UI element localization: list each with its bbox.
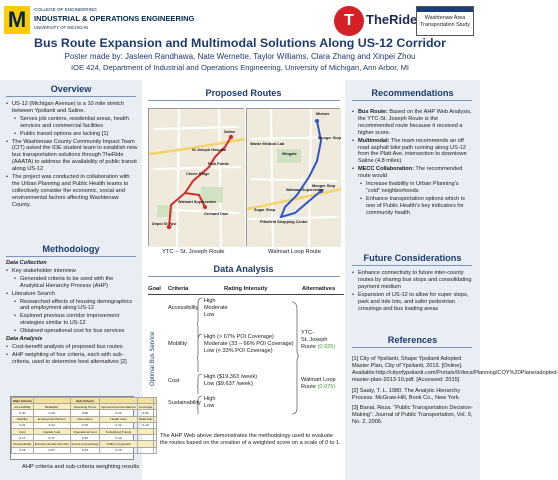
ahp-cell: Traffic Congestion (100, 441, 138, 447)
alt1-line1: YTC- (301, 330, 315, 336)
wats-logo (416, 6, 474, 36)
map-place-label: Munger Stop (312, 184, 336, 188)
ahp-cell: 0.19 (137, 422, 153, 428)
map-place-label: Sugar Shop (254, 208, 276, 212)
ahp-cell: Ridership (139, 417, 153, 422)
methodology-rule (6, 256, 136, 257)
criteria-cost: Cost (168, 377, 180, 384)
ahp-cell: 0.23 (70, 447, 100, 453)
ahp-cell: 0.30 (12, 410, 34, 416)
ahp-cell: Environmentally Friendly (34, 441, 69, 446)
map-walmart-caption: Walmart Loop Route (268, 249, 321, 255)
alt1-line2: St. Joseph (301, 337, 328, 343)
data-collection-label: Data Collection (6, 260, 47, 266)
poster-title: Bus Route Expansion and Multimodal Solutions Along US-12 Corridor (34, 36, 446, 50)
reference-item: [1] City of Ypsilanti, Shape Ypsilanti Adopted Master Plan, City of Ypsilanti, 2013. [Online]. Available:http://cityofypsilanti.com/Portals/0/docs/Planning/COY%20Plans/adopted-master-plan-2013-10.pdf. [Accessed: 2015] (352, 356, 558, 383)
recommendations-body (352, 109, 474, 218)
ahp-cell: Cost (12, 428, 34, 434)
routes-rule (148, 100, 340, 101)
rec-label: Bus Route: (358, 109, 388, 115)
alt1-score: (0.925) (317, 344, 336, 350)
map-place-label: Mixture (316, 112, 330, 116)
ahp-cell: 0.19 (100, 435, 138, 441)
rating-level: Moderate (33 – 66% POI Coverage) (204, 341, 294, 347)
goal-label: Optimal Bus Service (150, 331, 156, 386)
method-bullet: • Literature Search (6, 291, 138, 298)
ahp-cell: Sustainability (13, 441, 32, 446)
recommendations-rule (352, 100, 472, 101)
ahp-cell: Reliability (33, 404, 70, 410)
map-walmart-loop (246, 108, 340, 246)
rec-sub-bullet: • Increase livability in Urban Planning’s “cold” neighborhoods (352, 181, 474, 195)
ahp-cell (154, 447, 157, 453)
criteria-mobility: Mobility (168, 341, 187, 347)
method-sub-bullet: • Obtained operational cost for bus services (6, 328, 138, 335)
criteria-accessibility: Accessibility (168, 305, 199, 311)
alternatives-brace-icon (291, 300, 299, 416)
analysis-rule (148, 276, 340, 277)
overview-rule (6, 96, 136, 97)
alt2-line2 (301, 384, 335, 391)
poster-authors: Poster made by: Jasleen Randhawa, Nate Wernette, Taylor Williams, Clara Zhang and Xinpei Zhou (64, 52, 416, 61)
method-sub-bullet: • Researched effects of housing demographics and employment along US-12 (6, 299, 138, 313)
map-place-label: Pittsfield Shopping Center (260, 220, 308, 224)
wats-text: Washtenaw Area Transportation Study (420, 15, 470, 28)
rating-level: High ($19,363 /week) (204, 374, 258, 380)
ahp-cell: Accessibility (12, 404, 34, 410)
col-criteria: Criteria (168, 286, 189, 292)
map-ytc-caption: YTC – St. Joseph Route (162, 249, 225, 255)
rec-bullet (352, 138, 474, 166)
overview-bullet: • US-12 (Michigan Avenue) is a 10 mile stretch between Ypsilanti and Saline. (6, 101, 138, 115)
ahp-cell: 0.12 (100, 410, 138, 416)
ahp-cell: Future Connectivity (71, 441, 99, 446)
ahp-cell: Recreation (70, 416, 100, 422)
ahp-cell: Coverage (138, 404, 153, 409)
overview-bullet: • The project was conducted in collaboration with the Urban Planning and Public Health teams to collectively consider the economic, social and environmental factors affecting Washtenaw County. (6, 174, 138, 209)
alt1-word: Route (301, 344, 316, 350)
poster-affiliation: IOE 424, Department of Industrial and Operations Engineering, University of Michigan, Ann Arbor, MI (70, 63, 410, 72)
rating-level: High (204, 396, 216, 402)
ahp-cell: Sub-Criteria (70, 398, 100, 404)
ahp-cell: 0.50 (137, 410, 153, 416)
ahp-cell: Subsidized Transit (100, 428, 138, 434)
ahp-caption: AHP criteria and sub-criteria weighting results (22, 464, 140, 470)
recommendations-heading: Recommendations (371, 88, 454, 98)
ahp-cell: 0.15 (70, 422, 100, 428)
map-place-label: Walmart Supercenter (178, 200, 217, 204)
ahp-cell: 0.17 (12, 435, 34, 441)
overview-heading: Overview (50, 84, 92, 94)
reference-item: [2] Saaty, T. L. 1980. The Analytic Hierarchy Process. McGraw-Hill, Book Co., New York. (352, 387, 461, 401)
criteria-sustainability: Sustainability (168, 399, 201, 406)
map-place-label: Wingate (282, 152, 297, 156)
alt1-line3 (301, 344, 335, 351)
alt2-word: Route (301, 384, 316, 390)
ahp-cell: 0.10 (100, 447, 138, 453)
header-rule (148, 294, 344, 295)
analysis-note: The AHP Web above demonstrates the methodology used to evaluate the routes based on the creation of a weighted score on a scale of 0 to 1. (160, 433, 341, 446)
ahp-cell: 0.35 (70, 435, 100, 441)
ahp-cell: 0.47 (33, 435, 70, 441)
future-bullet: • Enhance connectivity to future inter-county routes by sharing bus stops and consolidating payment medium (352, 270, 474, 291)
reference-item: [3] Banai, Reza. “Public Transportation Decision-Making”. Journal of Public Transportation, Vol. 9, No. 2, 2006. (352, 405, 473, 426)
rating-brace-icon (197, 298, 203, 414)
rating-level: High (> 67% POI Coverage) (204, 334, 274, 340)
map-place-label: Park Pointe (208, 162, 229, 166)
rating-level: High (204, 298, 216, 304)
ahp-cell: Main Criteria (13, 398, 32, 403)
references-body (352, 356, 558, 430)
rec-text: Based on the AHP Web Analysis, the YTC-St. Joseph Route is the recommended route because it received a higher score. (358, 109, 472, 136)
ahp-cell: 0.08 (70, 410, 100, 416)
map-walmart-svg (247, 109, 341, 247)
alt2-score: (0.075) (317, 384, 336, 390)
ahp-table (11, 397, 157, 454)
ahp-cell: 0.22 (12, 422, 34, 428)
map-place-label: Clover Ridge (186, 172, 210, 176)
ahp-cell: Operating Hours (70, 404, 100, 410)
rating-level: Low (< 33% POI Coverage) (204, 348, 273, 354)
theride-text: TheRide (366, 12, 418, 27)
theride-logo (334, 6, 418, 36)
rec-label: MECC Collaboration: (358, 166, 414, 173)
map-place-label: Orchard Care (204, 212, 229, 216)
ahp-cell: 0.67 (33, 447, 70, 453)
rec-bullet (352, 166, 474, 180)
future-body (352, 270, 474, 313)
method-sub-bullet: • Explored previous corridor improvement strategies similar to US-12 (6, 313, 138, 327)
ahp-row (12, 447, 157, 453)
ahp-cell: 0.18 (12, 447, 34, 453)
col-goal: Goal (148, 286, 161, 292)
future-rule (352, 265, 472, 266)
ahp-cell: Special Accommodations (101, 404, 136, 409)
map-place-label: Walmart Supercenter (286, 188, 325, 192)
ahp-cell: Health Care (100, 416, 138, 422)
references-heading: References (387, 335, 438, 345)
methodology-heading: Methodology (42, 244, 100, 254)
rec-text: The team recommends an off road asphalt bike path running along US-12 from the Platt Ave. intersection to downtown Saline (4.8 miles) (358, 137, 467, 165)
block-m-icon: M (4, 6, 30, 34)
logo-college: COLLEGE OF ENGINEERING (34, 7, 97, 12)
ahp-weighting-table (10, 396, 153, 460)
ahp-cell (137, 447, 153, 453)
overview-bullet: • The Washtenaw County Community Impact Team (CIT) asked the IOE student team to establish new bus transportation solutions through TheRide (AAATA) to address the availability of public transit along US-12 (6, 139, 138, 174)
future-heading: Future Considerations (363, 253, 462, 263)
rating-level: Low (204, 403, 215, 409)
rec-label: Multimodal: (358, 137, 390, 144)
ahp-cell: 0.29 (33, 410, 70, 416)
ahp-cell: Employment/School (33, 416, 70, 422)
umich-logo (4, 6, 195, 34)
map-place-label: Saline (224, 130, 236, 134)
map-place-label: Warde Medical Lab (250, 142, 285, 146)
overview-sub-bullet: • Public transit options are lacking [1] (6, 131, 138, 138)
overview-sub-bullet: • Serves job centers, residential areas, health services and commercial facilities (6, 116, 138, 130)
overview-body (6, 101, 138, 210)
ahp-cell: 0.22 (100, 422, 138, 428)
map-place-label: St Joseph Hospital (192, 148, 227, 152)
ahp-cell: Operational Cost (70, 428, 100, 434)
methodology-body (6, 259, 138, 367)
ahp-cell: Capital Cost (33, 428, 70, 434)
map-place-label: Depot St Ypsi (152, 222, 177, 226)
method-bullet: • Key stakeholder interview (6, 268, 138, 275)
theride-icon: T (334, 6, 364, 36)
method-bullet: • AHP weighting of four criteria, each with sub-criteria, used to determine best alternatives [2] (6, 352, 138, 366)
col-rating: Rating Intensity (224, 286, 268, 292)
logo-department: INDUSTRIAL & OPERATIONS ENGINEERING (34, 14, 195, 23)
rec-sub-bullet: • Enhance transportation options which is one of Public Health’s key indicators for community health (352, 196, 474, 217)
future-bullet: • Expansion of US-12 to allow for super stops, park and ride lots, and safer pedestrian crossings and bus loading areas (352, 292, 474, 313)
method-sub-bullet: • Generated criteria to be used with the Analytical Hierarchy Process (AHP) (6, 276, 138, 290)
col-alternatives: Alternatives (302, 286, 336, 292)
references-rule (352, 347, 472, 348)
ahp-cell: 0.44 (33, 422, 70, 428)
logo-university: UNIVERSITY OF MICHIGAN (34, 25, 89, 30)
rating-level: Low (204, 312, 215, 318)
rec-text: The recommended route would (358, 166, 463, 180)
data-analysis-label: Data Analysis (6, 336, 43, 343)
map-place-label: Munger Stop (318, 136, 342, 140)
routes-heading: Proposed Routes (205, 88, 282, 98)
method-bullet: • Cost-benefit analysis of proposed bus routes (6, 344, 138, 351)
ahp-cell: Mobility (12, 416, 34, 422)
rating-level: Moderate (204, 305, 228, 311)
rating-level: Low ($9,637 /week) (204, 381, 253, 387)
analysis-heading: Data Analysis (213, 264, 274, 274)
alt2-line1: Walmart Loop (301, 377, 336, 383)
rec-bullet (352, 109, 474, 137)
poster-header (0, 0, 480, 78)
